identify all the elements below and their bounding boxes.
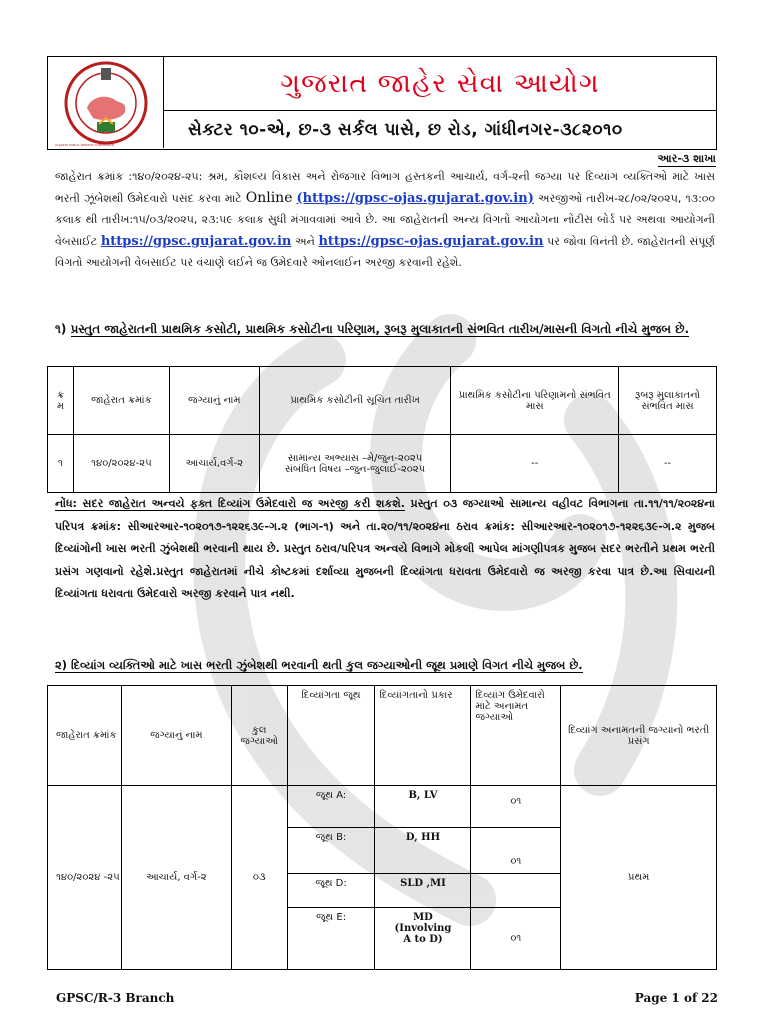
and-text: અને bbox=[295, 234, 315, 248]
section-1-text: પ્રસ્તુત જાહેરાતની પ્રાથમિક કસોટી, પ્રાથમિક કસોટીના પરિણામ, રૂબરૂ મુલાકાતની સંભવિત તારીખ/માસની વિગતો નીચે મુજબ છે. bbox=[70, 322, 690, 336]
cell-reserved-a: ૦૧ bbox=[471, 786, 561, 828]
header-advt-no: જાહેરાત ક્રમાંક bbox=[48, 686, 122, 786]
note-label: નોંધ: સદર જાહેરાત અન્વયે ફક્ત દિવ્યાંગ ઉમેદવારો જ અરજી કરી શકશે. bbox=[55, 497, 405, 510]
disability-groups-table bbox=[47, 685, 717, 970]
intro-text-3: પર જોવા વિનંતી છે. જાહેરાતની સંપૂર્ણ વિગતો આયોગની વેબસાઈટ પર વંચાણે લઈને જ ઉમેદવારે ઓનલાઈન અરજી કરવાની રહેશે. bbox=[55, 234, 715, 269]
ojas-website-link[interactable]: https://gpsc-ojas.gujarat.gov.in bbox=[318, 233, 544, 249]
header-interview-month: રૂબરૂ મુલાકાતનો સંભવિત માસ bbox=[619, 367, 717, 435]
cell-type-b: D, HH bbox=[375, 828, 471, 874]
address-row bbox=[164, 111, 716, 148]
exam-date-line-1: સામાન્ય અભ્યાસ –મે/જુન-૨૦૨૫ bbox=[287, 452, 423, 464]
header-reserved-posts: દિવ્યાંગ ઉમેદવારો માટે અનામત જગ્યાઓ bbox=[471, 686, 561, 786]
intro-text-1: જાહેરાત ક્રમાંક :૧૪૦/૨૦૨૪-૨૫: શ્રમ, કૌશલ્ય વિકાસ અને રોજગાર વિભાગ હસ્તકની આચાર્ય, વર્ગ-૨ની જગ્યા પર દિવ્યાંગ વ્યક્તિઓ માટે ખાસ ભરતી ઝૂંબેશથી ઉમેદવારો પસંદ કરવા માટે bbox=[55, 170, 715, 205]
cell-reserved-b: ૦૧ bbox=[471, 828, 561, 874]
intro-paragraph bbox=[55, 166, 715, 274]
cell-group-d: જૂથ D: bbox=[287, 874, 375, 908]
intro-text-2: અરજીઓ તારીખ-૨૮/૦૨/૨૦૨૫, ૧૩:૦૦ કલાક થી તારીખ:૧૫/૦૩/૨૦૨૫, ૨૩:૫૯ કલાક સુધી મંગાવવામાં આવે છે. આ જાહેરાતની અન્ય વિગતો આયોગના નોટીસ બોર્ડ પર અથવા આયોગની વેબસાઈટ bbox=[55, 191, 716, 248]
note-paragraph bbox=[55, 493, 715, 606]
header-total-posts: કુલ જગ્યાઓ bbox=[231, 686, 287, 786]
table-header-row bbox=[48, 686, 717, 786]
footer-branch: GPSC/R-3 Branch bbox=[56, 991, 175, 1005]
section-1-number: ૧) bbox=[55, 322, 67, 336]
cell-exam-date bbox=[259, 435, 451, 493]
table-row bbox=[48, 435, 717, 493]
title-row bbox=[164, 57, 716, 111]
cell-type-e: MD (Involving A to D) bbox=[375, 908, 471, 970]
cell-interview-month: -- bbox=[619, 435, 717, 493]
header-recruitment-occasion: દિવ્યાંગ અનામતની જગ્યાનો ભરતી પ્રસંગ bbox=[561, 686, 717, 786]
cell-type-a: B, LV bbox=[375, 786, 471, 828]
footer-page-number: Page 1 of 22 bbox=[634, 991, 718, 1005]
exam-schedule-table bbox=[47, 366, 717, 493]
table-row bbox=[48, 786, 717, 828]
emblem-icon bbox=[63, 60, 149, 146]
ojas-link[interactable]: (https://gpsc-ojas.gujarat.gov.in) bbox=[296, 190, 534, 206]
branch-label: આર-૩ શાખા bbox=[657, 152, 716, 165]
cell-group-a: જૂથ A: bbox=[287, 786, 375, 828]
table-header-row bbox=[48, 367, 717, 435]
cell-result-month: -- bbox=[451, 435, 619, 493]
cell-advt-no: ૧૪૦/૨૦૨૪ -૨૫ bbox=[48, 786, 122, 970]
header-box bbox=[47, 56, 717, 150]
header-disability-type: દિવ્યાંગતાનો પ્રકાર bbox=[375, 686, 471, 786]
exam-date-line-2: સંબંધિત વિષય –જુન-જુલાઈ-૨૦૨૫ bbox=[284, 463, 426, 475]
cell-recruitment-occasion: પ્રથમ bbox=[561, 786, 717, 970]
header-post-name: જગ્યાનું નામ bbox=[169, 367, 259, 435]
note-text: પ્રસ્તુત ૦૩ જગ્યાઓ સામાન્ય વહીવટ વિભાગના તા.૧૧/૧૧/૨૦૨૪ના પરિપત્ર ક્રમાંક: સીઆરઆર-૧૦૨૦૧૭-૧૨૨૬૩૯-ગ.૨ (ભાગ-૧) અને તા.૨૦/૧૧/૨૦૨૪ના ઠરાવ ક્રમાંક: સીઆરઆર-૧૦૨૦૧૭-૧૨૨૬૩૯-ગ.૨ મુજબ દિવ્યાંગોની ખાસ ભરતી ઝુંબેશથી ભરવાની થાય છે. પ્રસ્તુત ઠરાવ/પરિપત્ર અન્વયે વિભાગે મોકલી આપેલ માંગણીપત્રક મુજબ સદર ભરતીને પ્રથમ ભરતી પ્રસંગ ગણવાનો રહેશે.પ્રસ્તુત જાહેરાતમાં નીચે કોષ્ટકમાં દર્શાવ્યા મુજબની દિવ્યાંગતા ધરાવતા ઉમેદવારો જ અરજી કરવા પાત્ર છે.આ સિવાયની દિવ્યાંગતા ધરાવતા ઉમેદવારો અરજી કરવાને પાત્ર નથી. bbox=[55, 497, 715, 600]
cell-group-e: જૂથ E: bbox=[287, 908, 375, 970]
cell-advt-no: ૧૪૦/૨૦૨૪-૨૫ bbox=[73, 435, 169, 493]
section-2-heading bbox=[55, 655, 725, 675]
section-1-heading bbox=[55, 319, 715, 339]
cell-post-name: આચાર્ય, વર્ગ-૨ bbox=[121, 786, 231, 970]
header-result-month: પ્રાથમિક કસોટીના પરિણામનો સંભવિત માસ bbox=[451, 367, 619, 435]
header-exam-date: પ્રાથમિક કસોટીની સૂચિત તારીખ bbox=[259, 367, 451, 435]
cell-reserved-d bbox=[471, 874, 561, 908]
section-2-text: ૨) દિવ્યાંગ વ્યક્તિઓ માટે ખાસ ભરતી ઝુંબેશથી ભરવાની થતી કુલ જગ્યાઓની જૂથ પ્રમાણે વિગત નીચે મુજબ છે. bbox=[55, 658, 583, 672]
cell-group-b: જૂથ B: bbox=[287, 828, 375, 874]
commission-address: સેક્ટર ૧૦-એ, છ-૩ સર્કલ પાસે, છ રોડ, ગાંધીનગર-૩૮૨૦૧૦ bbox=[188, 119, 623, 140]
header-post-name: જગ્યાનું નામ bbox=[121, 686, 231, 786]
gpsc-logo bbox=[48, 57, 164, 148]
cell-reserved-e: ૦૧ bbox=[471, 908, 561, 970]
commission-title: ગુજરાત જાહેર સેવા આયોગ bbox=[280, 67, 600, 99]
online-label: Online bbox=[245, 189, 293, 206]
cell-post-name: આચાર્ય,વર્ગ-૨ bbox=[169, 435, 259, 493]
cell-sr-no: ૧ bbox=[48, 435, 74, 493]
gpsc-website-link[interactable]: https://gpsc.gujarat.gov.in bbox=[100, 233, 292, 249]
cell-type-d: SLD ,MI bbox=[375, 874, 471, 908]
header-advt-no: જાહેરાત ક્રમાંક bbox=[73, 367, 169, 435]
cell-total-posts: ૦૩ bbox=[231, 786, 287, 970]
header-disability-group: દિવ્યાંગતા જૂથ bbox=[287, 686, 375, 786]
header-sr-no: ક્ર મ bbox=[48, 367, 74, 435]
logo-text: GUJARAT PUBLIC SERVICE COMMISSION bbox=[55, 143, 115, 147]
